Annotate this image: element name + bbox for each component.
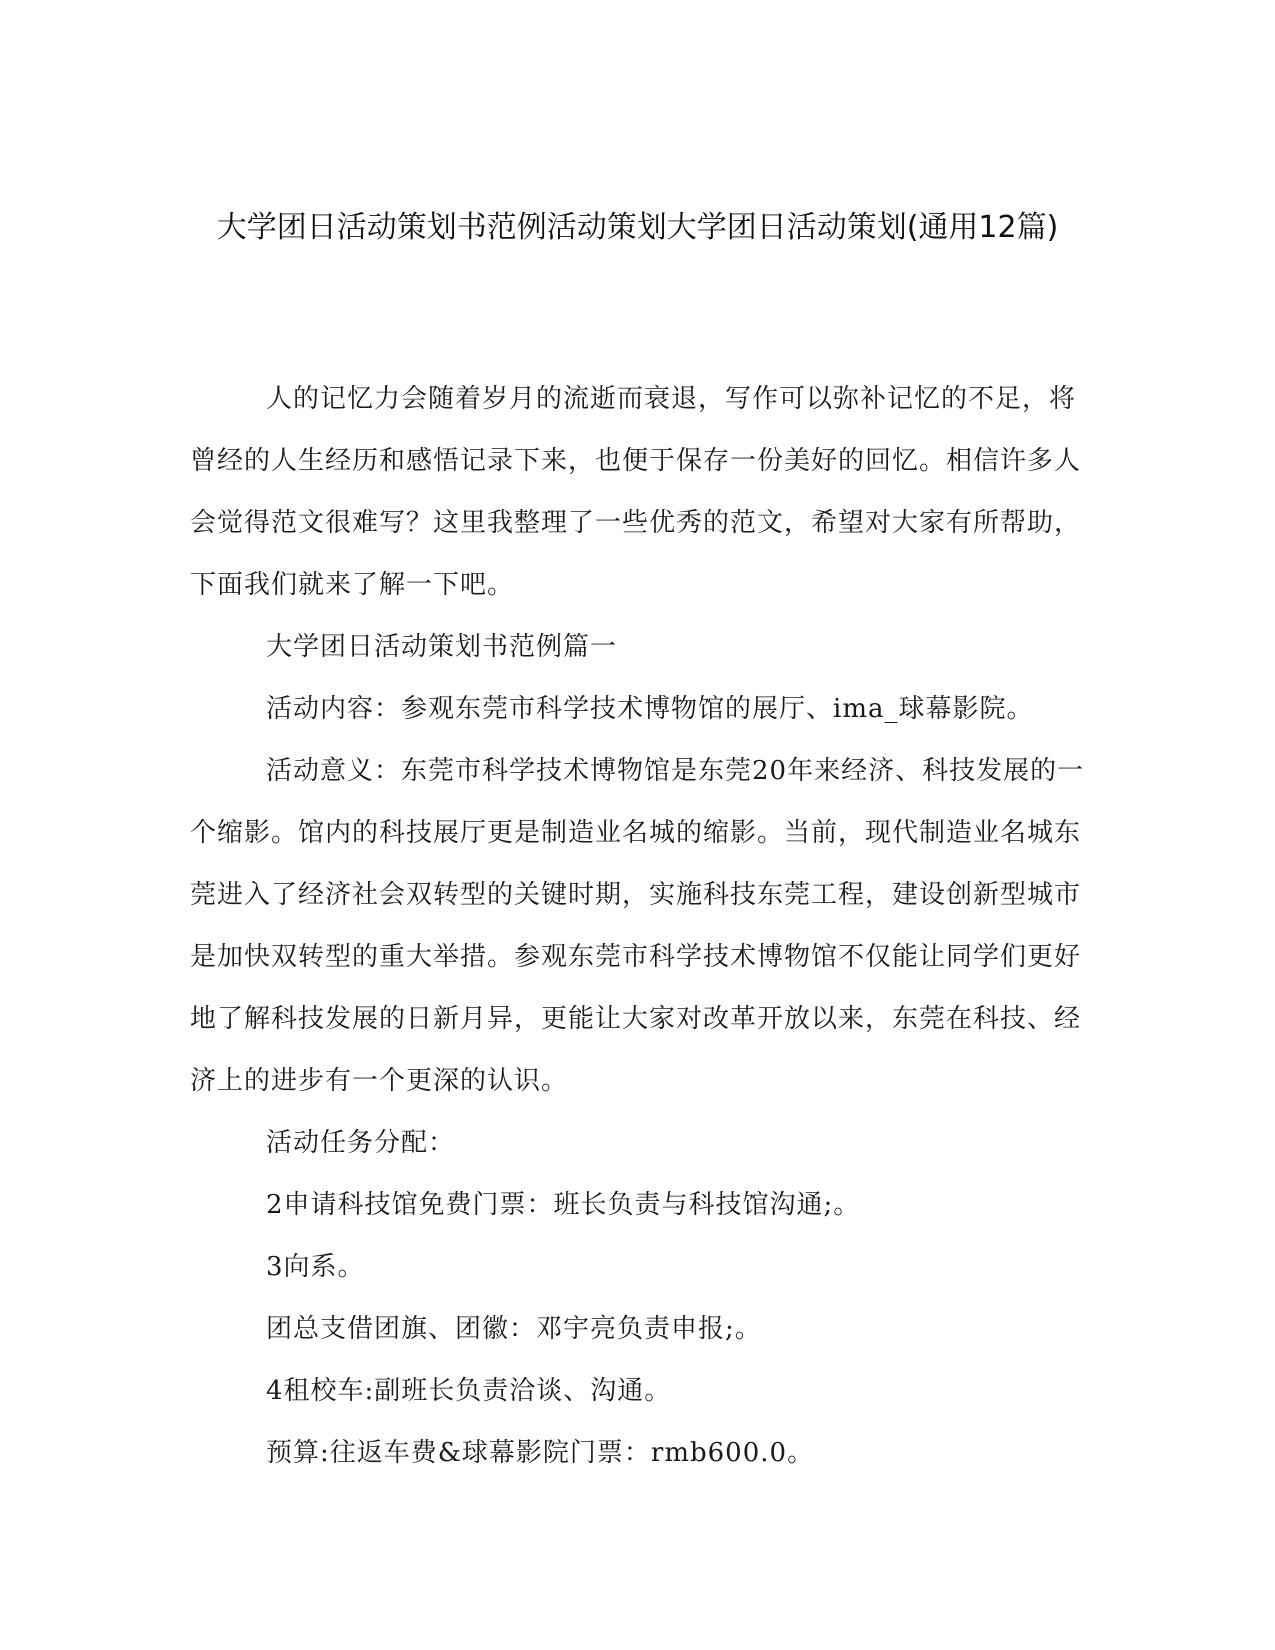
task-item: 3向系。 [266, 1252, 365, 1282]
document-title: 大学团日活动策划书范例活动策划大学团日活动策划(通用12篇) [216, 210, 1059, 245]
budget-paragraph: 预算:往返车费&球幕影院门票：rmb600.0。 [266, 1438, 815, 1468]
document-body [190, 368, 1085, 1484]
intro-paragraph: 人的记忆力会随着岁月的流逝而衰退，写作可以弥补记忆的不足，将曾经的人生经历和感悟记录下来，也便于保存一份美好的回忆。相信许多人会觉得范文很难写？这里我整理了一些优秀的范文，希望对大家有所帮助，下面我们就来了解一下吧。 [190, 384, 1082, 600]
task-item: 4租校车:副班长负责洽谈、沟通。 [266, 1376, 672, 1406]
activity-content-paragraph: 活动内容：参观东莞市科学技术博物馆的展厅、ima_球幕影院。 [266, 694, 1034, 724]
section-heading: 大学团日活动策划书范例篇一 [266, 632, 618, 662]
task-item: 团总支借团旗、团徽：邓宇亮负责申报;。 [266, 1314, 762, 1344]
activity-significance-paragraph: 活动意义：东莞市科学技术博物馆是东莞20年来经济、科技发展的一个缩影。馆内的科技展厅更是制造业名城的缩影。当前，现代制造业名城东莞进入了经济社会双转型的关键时期，实施科技东莞工程，建设创新型城市是加快双转型的重大举措。参观东莞市科学技术博物馆不仅能让同学们更好地了解科技发展的日新月异，更能让大家对改革开放以来，东莞在科技、经济上的进步有一个更深的认识。 [190, 756, 1085, 1096]
task-assignment-heading: 活动任务分配： [266, 1128, 456, 1158]
task-item: 2申请科技馆免费门票：班长负责与科技馆沟通;。 [266, 1190, 861, 1220]
